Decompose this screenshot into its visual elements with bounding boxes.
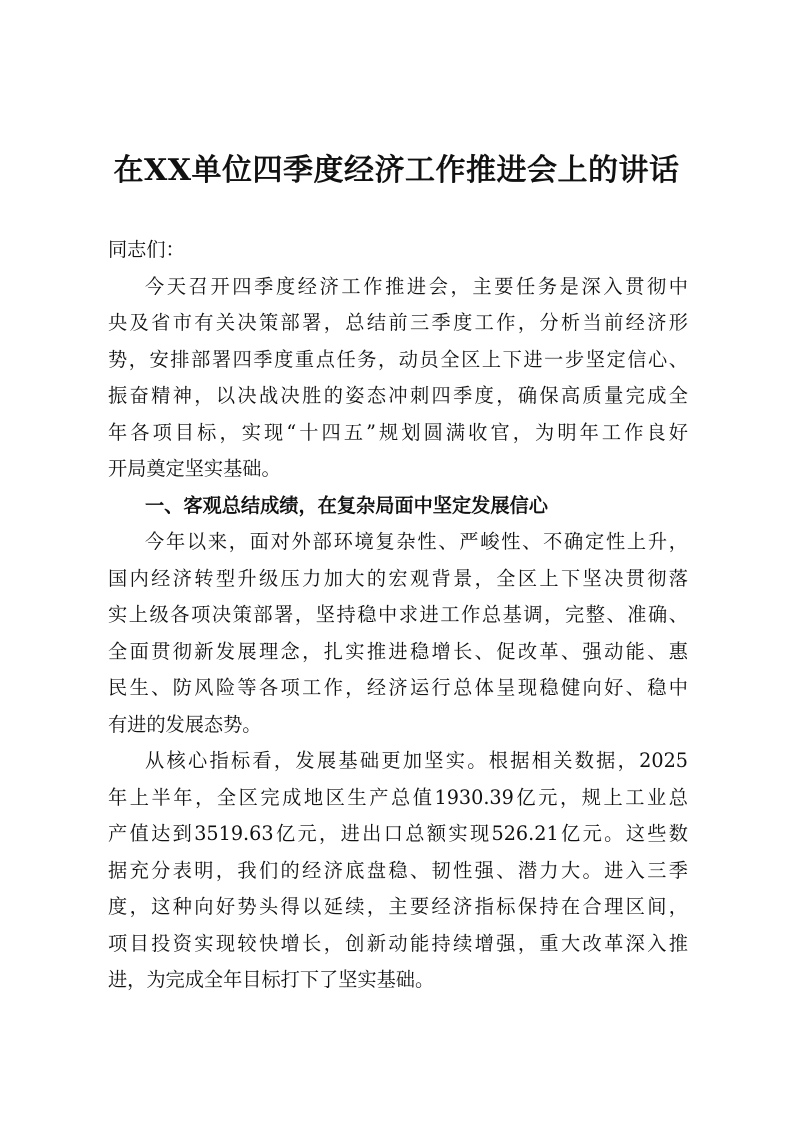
- paragraph-line: 势，安排部署四季度重点任务，动员全区上下进一步坚定信心、: [108, 347, 688, 371]
- paragraph-line: 产值达到3519.63亿元，进出口总额实现526.21亿元。这些数: [108, 822, 688, 845]
- overview-paragraph: [108, 524, 688, 743]
- paragraph-line: 年各项目标，实现“十四五”规划圆满收官，为明年工作良好: [108, 420, 688, 444]
- paragraph-line: 今天召开四季度经济工作推进会，主要任务是深入贯彻中: [145, 274, 688, 298]
- page-title: 在XX单位四季度经济工作推进会上的讲话: [113, 153, 680, 188]
- paragraph-line: 央及省市有关决策部署，总结前三季度工作，分析当前经济形: [108, 311, 688, 334]
- paragraph-line: 从核心指标看，发展基础更加坚实。根据相关数据，2025: [145, 749, 688, 772]
- paragraph-line: 实上级各项决策部署，坚持稳中求进工作总基调，完整、准确、: [108, 603, 688, 626]
- paragraph-line: 今年以来，面对外部环境复杂性、严峻性、不确定性上升，: [145, 530, 688, 553]
- paragraph-line: 全面贯彻新发展理念，扎实推进稳增长、促改革、强动能、惠: [108, 639, 688, 663]
- salutation: 同志们：: [108, 238, 185, 261]
- paragraph-line: 进，为完成全年目标打下了坚实基础。: [108, 968, 435, 991]
- paragraph-line: 项目投资实现较快增长，创新动能持续增强，重大改革深入推: [108, 931, 688, 955]
- paragraph-line: 振奋精神，以决战决胜的姿态冲刺四季度，确保高质量完成全: [108, 384, 688, 407]
- paragraph-line: 年上半年，全区完成地区生产总值1930.39亿元，规上工业总: [108, 785, 688, 809]
- indicators-paragraph: [108, 743, 688, 999]
- document-body: [108, 232, 688, 999]
- paragraph-line: 据充分表明，我们的经济底盘稳、韧性强、潜力大。进入三季: [108, 858, 688, 882]
- section-heading: 一、客观总结成绩，在复杂局面中坚定发展信心: [145, 493, 548, 517]
- paragraph-line: 国内经济转型升级压力加大的宏观背景，全区上下坚决贯彻落: [108, 566, 688, 590]
- paragraph-line: 民生、防风险等各项工作，经济运行总体呈现稳健向好、稳中: [108, 676, 688, 699]
- paragraph-line: 有进的发展态势。: [108, 712, 262, 736]
- paragraph-line: 开局奠定坚实基础。: [108, 457, 281, 480]
- paragraph-line: 度，这种向好势头得以延续，主要经济指标保持在合理区间，: [108, 895, 688, 918]
- intro-paragraph: [108, 269, 688, 488]
